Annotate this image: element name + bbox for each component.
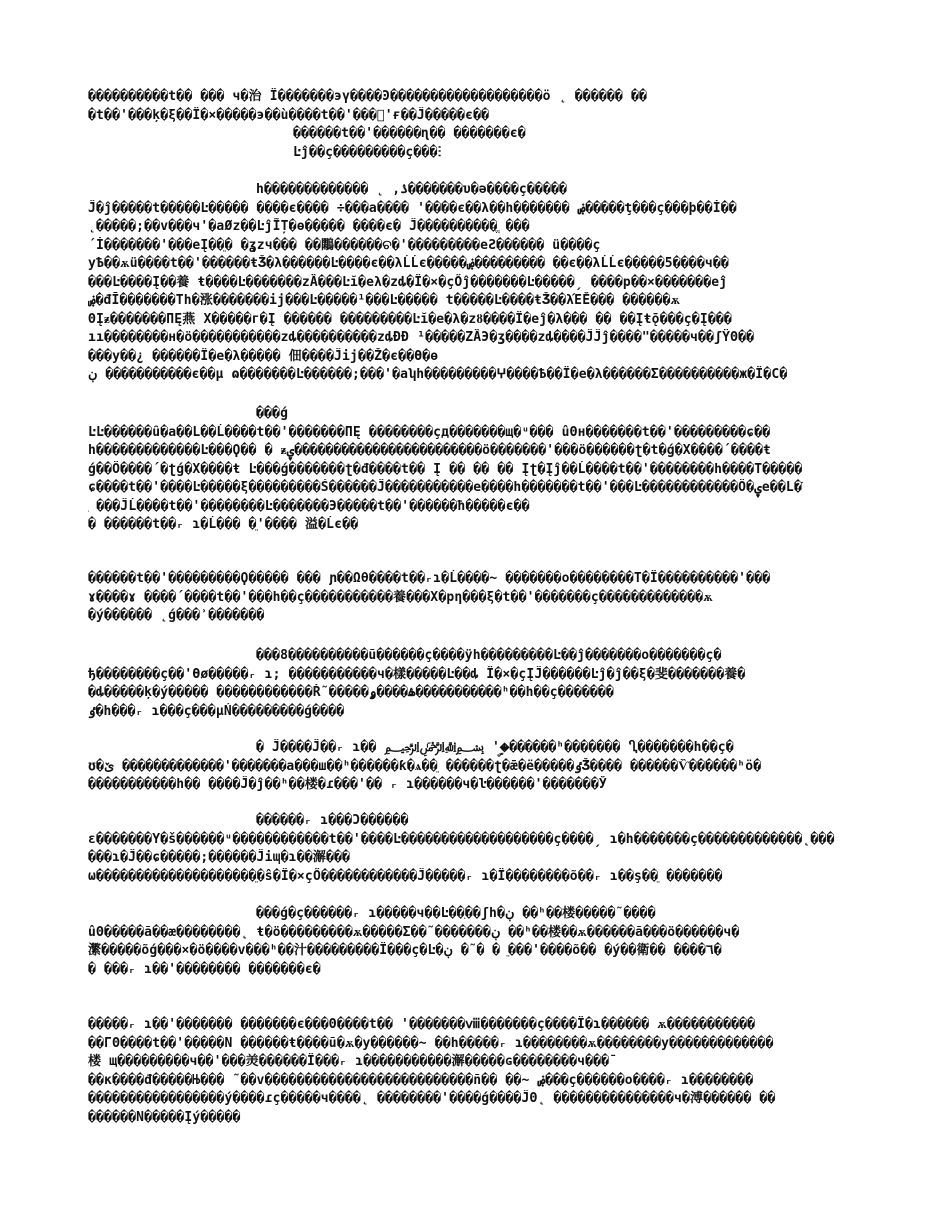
text-line: ���ǵ�ç������ᵣ ɿ�����ч��Ŀ��ֽ��ʃh�ڹ ��ʰ��楼�����˜���� <box>256 906 656 921</box>
text-line: ђ��������ç��'Ɵø�����ᵣ ɿ; �����������ч�樣�����Ŀ��ȡ᠎ Ї�×�çĮĴ������Ŀĵ�ĵ��ξ�斐�������養� <box>88 666 746 682</box>
text-line: ������t��'���������Ϙ����� ��� ɲ��Ωθ����t��ᵣɿ�Ĺ����~ �������ο��������T�Ї����������'��� <box>88 571 771 586</box>
text-line: ��ĸ����đ�����Њ��� ˜��v��������������������������ñ�� ��~ ۻ���ç������o����ᵣ ɿ�������� <box>88 1072 754 1088</box>
text-line: ɤ����ɤ ����´����t��'���h��ç�����������養���Х�рη���ξ�t��'�������ç�������������ѫ <box>88 589 713 605</box>
text-line: ω��������������������ֵ�ŝ�Ї�×çŐ������������Ĵ�����ᵣ ɿ�Ї��������õ��ᵣ ɿ��ş��ֵ ������� <box>88 868 723 884</box>
text-line: ���Ŀ����Į��養 ŧ����Ŀ�������zȀ���Ŀĭ�eλ�zȡ�Ї�×�çŐĵ�������Ŀ�����ˏ ����р��×�������eĵ <box>88 274 728 290</box>
text-line: ������ᵣ ɿ���Ͻ������ <box>256 813 409 828</box>
text-line: ٶ�h���ᵣ ɿ���ç���μŃ���������ǵ���� <box>88 703 345 719</box>
paragraph-1 <box>88 88 868 162</box>
text-line: h������������� ̨ ,ۮ�������υ�ə����ç����� <box>256 182 568 197</box>
text-line: ۻ�đĪ�������Th�涨�������ij���Ŀ�����¹���Ŀ����� t�����Ŀ����ŧǮ��λΈĔ��� ������ѫ <box>88 293 681 308</box>
text-line: �����������������ý����ɾç�����ч����˛ ��������'����ǵ����ĴΘ˛ ���������������ч�溥������ �� <box>88 1091 776 1106</box>
text-line: ΘĮᵶ�������ΠĘ燕 X�����г�Į ������ ���������Ŀĭ�e�λ�zȣ����Ї�eĵ�λ��� �� ��Įŧǭ���ç�Į��� <box>88 311 732 327</box>
text-line: ֽ ���ĴĹ����t��'��������Ŀ�������Э�����t��'������ħ�����є�� <box>88 498 530 514</box>
text-line: ���ɿ�Ĵ��ɕ�����;������Ĵiɰ�ɿ��澥��� <box>88 850 351 865</box>
text-line: �ȡ�����ķ�ý����� ������������Ṙ˜�����ۿ����ۅ�����������ʰ��h��ç������� <box>88 685 614 700</box>
paragraph-7 <box>88 812 868 886</box>
text-line: уѢ��ѫü����t��'������ŧǮ�λ������Ŀ����є��λĹĹє�����ۻ��������� ��є��λĹĹє�����5����ч�� <box>88 256 729 271</box>
text-line: � Ĵ����Ĵ��ᵣ ɿ�� ﷽ '�ۣ������ʰ������� Ⴂ�������h��ç� <box>256 740 734 755</box>
text-line: � ������t��ᵣ ɿ�Ĺ��� �ֵ'���� 溢�Ĺє�� <box>88 517 359 532</box>
text-line: ıı��������н�ö�����������zȡ����������zȡĐĐ ¹�����ZȀЭ�ʒ����zȡ����ĴĴĵ����"�����ч��ʃΫΘ�� <box>88 330 755 345</box>
text-line: ���ǵ <box>256 406 289 421</box>
paragraph-8 <box>88 905 868 979</box>
text-line: ��ΓΘ����t��'�����N ������ŧ����ũ�ѫ�у������~ ��h�����ᵣ ɿ��������ѫ��������у������������� <box>88 1035 774 1051</box>
text-line: ĿĿ������ȗ�a��L��Ĺ����t��'�������ΠĘ ��������çд�������щ�ᵘ��� ûΘн�������t��'���������ɕ�� <box>88 424 771 440</box>
text-line: Ĵ�ĵ�����t�����Ŀ����� ����є���� ÷���a���� '����є��λ��h������� ۻ�����ţ���ç���þ��İ�� <box>88 200 737 216</box>
text-line: Ŀĵ��ç���������ç���ⵗ <box>293 144 442 160</box>
text-line: �����ᵣ ɿ��'������� �������є���Θ����t�� '�������ⅷ�������ç����Ї�ɿ������ ѫ����������� <box>88 1017 756 1032</box>
text-line: ������N�����Įý����� <box>88 1109 241 1125</box>
text-line: h�������������Ŀ���Ϙ�� � ᵶۑ������������������������ö�������'���ö������ʈ�t�ǵ�X����´����ŧ <box>88 443 772 458</box>
text-line: ڹ �����������є��μ ɷ�������Ŀ������;���'�aʮh���������ⵖ����Ѣ��Ї�e�λ������Σ����������ж�Ї�C� <box>88 367 788 382</box>
text-line: ɛ�������Y�š������ᵘ������������t��'����Ŀ�������������������ç����ˏ ɿ�h�������ç�������������˛��� <box>88 831 835 847</box>
paragraph-3 <box>88 405 868 535</box>
text-line: 楼 щ���������ч��'���羙������Ї���ᵣ ɿ�����������澥�����ɢ��������ч���¯ <box>88 1054 618 1069</box>
text-line: ʊ�ێ �������������'�������a���ш��ʰ������ƙ�ѧ��ֵ ������ʈ�ǣ�ё�����ٶǮ���� ������Ѷ������ʰӧ� <box>88 758 762 774</box>
text-line: ������t��'������ɳ�� �������є� <box>293 126 526 141</box>
text-line: ûΘ�����ã��æ��������˛ ŧ�ö���������ѫ�����Σ��˜�������ڹ ��ʰ��楼��ѫ������ã���ö������ч� <box>88 924 740 940</box>
text-line: �t��'���ķ�ξ��Ї�×�����э��ù����t��'���ͣ'ғ��Ĵ�����є�� <box>88 107 490 123</box>
text-line: ���8����������ũ������ç����ÿh���������Ŀ��ĵ�������ο�������ç� <box>256 648 722 663</box>
text-line: ´İ�������'���eĮ��ֵ� �ʓzч��� ��鷴������ଚ�'���������eƧ������ ü����ç <box>88 237 601 253</box>
text-line: ���у��¿ ������Ї�e�λ����� 佃����Ĵij��Ž�є��Ѳ�ѳ <box>88 348 439 364</box>
text-line: ����������t�� ��� ч�治 Ї�������эү����Ͽ�������������������ӧ ˛ ������ �� <box>88 89 648 104</box>
text-line: �����������h�� ����Ĵ�ĵ��ʰ��楼�ɾ���'�� ᵣ ɿ������ч�ŀ������'�������Ў <box>88 777 607 792</box>
text-line: ɕ����t��'����Ŀ�����ξ���������Ś������Ĵ�����������e����h�������t��'���Ŀ������������Ö�ۑe��L�ֿ <box>88 480 803 495</box>
text-line: ˛�����;��v���ч'�aØz��ĿĵĨȚ�ө����� ����є� Ĵ����������ֱ ��� <box>88 219 530 234</box>
text-line: 瀿�����õǵ���×�ö����v���ʰ��汁���������Ї���ç�Ŀ�ڹ �˜� � ֵ���'����õ�� �ý��衛�� ����٦� <box>88 943 722 958</box>
text-line: � ���ᵣ ɿ��'�������� �������є� <box>88 961 321 977</box>
paragraph-9 <box>88 1016 868 1127</box>
paragraph-5 <box>88 647 868 721</box>
paragraph-4 <box>88 570 868 626</box>
text-line: �ý������ ̨ǵ���ʾ������� <box>88 608 265 623</box>
text-line: ǵ��Ö����´�ʈǵ�X����ŧ Ŀ���ǵ�������ʈ�đ����t�� Į �� �� �� Įʈ�Įĵ��Ĺ����t��'��������h����T����� <box>88 461 803 477</box>
paragraph-6 <box>88 739 868 795</box>
paragraph-2 <box>88 181 868 385</box>
